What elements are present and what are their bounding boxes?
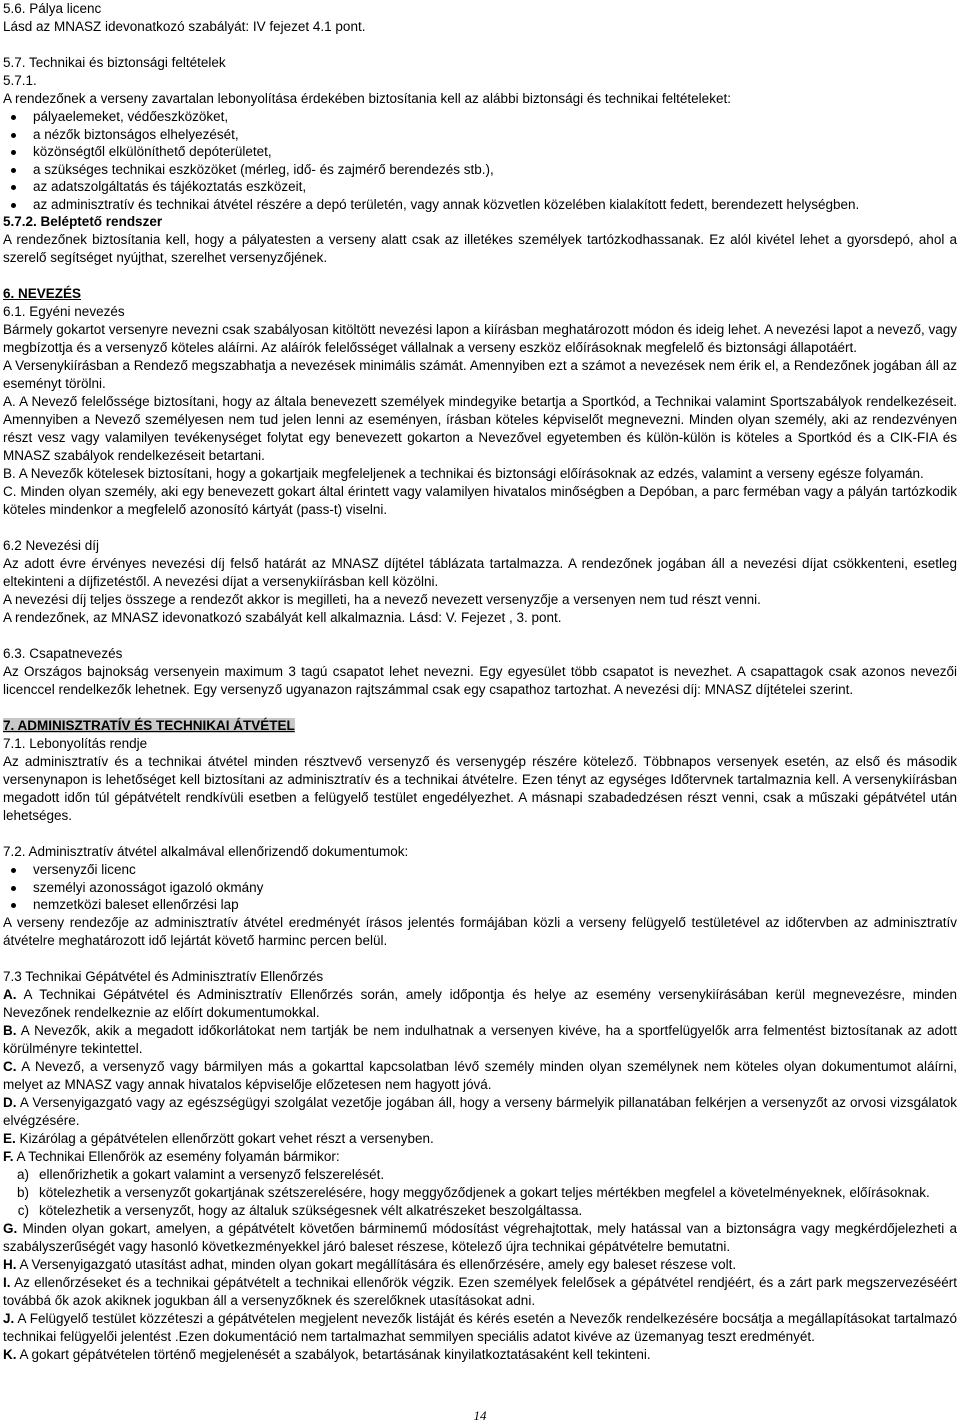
section-6-1-para-b: B. A Nevezők kötelesek biztosítani, hogy a gokartjaik megfeleljenek a technikai és biztonsági előírásoknak az edzés, valamint a verseny egésze folyamán.: [3, 466, 924, 481]
section-6-2-para-1: Az adott évre érvényes nevezési díj felső határát az MNASZ díjtétel táblázata tartalmazza. A rendezőnek jogában áll a nevezési díjat csökkenteni, esetleg eltekinteni a díjfizetéstől. A nevezési díjat a versenykiírásban kell közölni.: [3, 556, 957, 589]
list-item: versenyzői licenc: [33, 861, 957, 879]
safety-conditions-list: [3, 108, 957, 213]
section-7-2-para-1: A verseny rendezője az adminisztratív átvétel eredményét írásos jelentés formájában közli a verseny felügyelő testületével az időtervben az adminisztratív átvételre meghatározott idő lejártát követő harminc percen belül.: [3, 914, 957, 948]
section-6-1-title: 6.1. Egyéni nevezés: [3, 304, 125, 319]
section-7-1-title: 7.1. Lebonyolítás rendje: [3, 736, 148, 751]
inspector-rights-list: [3, 1166, 957, 1220]
list-item: b) kötelezhetik a versenyzőt gokartjának szétszerelésére, hogy meggyőződjenek a gokart teljes mértékben megfelel a követelményeknek, előírásoknak.: [16, 1184, 930, 1200]
section-6-3-title: 6.3. Csapatnevezés: [3, 646, 123, 661]
section-7-3-para-d: D. A Versenyigazgató vagy az egészségügyi szolgálat vezetője jogában áll, hogy a verseny bármelyik pillanatában felkérjen a versenyzőt az orvosi vizsgálatok elvégzésére.: [3, 1094, 957, 1128]
section-6-2-para-2: A nevezési díj teljes összege a rendezőt akkor is megilleti, ha a nevező nevezett versenyzője a versenyen nem tud részt venni.: [3, 592, 761, 607]
section-5-7-2-heading: [3, 213, 957, 231]
list-item: az adminisztratív és technikai átvétel részére a depó területén, vagy annak közvetlen közelében kialakított fedett, berendezett helységben.: [33, 196, 957, 214]
list-item: a szükséges technikai eszközöket (mérleg, idő- és zajmérő berendezés stb.),: [33, 161, 957, 179]
section-6-title: 6. NEVEZÉS: [3, 286, 82, 301]
list-item: pályaelemeket, védőeszközöket,: [33, 108, 957, 126]
section-7-3-para-e: E. Kizárólag a gépátvételen ellenőrzött gokart vehet részt a versenyben.: [3, 1130, 434, 1146]
list-item: a) ellenőrizhetik a gokart valamint a versenyző felszerelését.: [16, 1166, 385, 1182]
section-5-6-title: 5.6. Pálya licenc: [3, 1, 102, 16]
section-6-1-para-2: A Versenykiírásban a Rendező megszabhatja a nevezések minimális számát. Amennyiben ezt a számot a nevezések nem érik el, a Rendezőnek jogában áll az eseményt törölni.: [3, 358, 957, 391]
section-7-3-para-k: K. A gokart gépátvételen történő megjelenését a szabályok, betartásának kinyilatkoztatásaként kell tekinteni.: [3, 1346, 651, 1362]
list-item: a nézők biztonságos elhelyezését,: [33, 126, 957, 144]
section-7-title: 7. ADMINISZTRATÍV ÉS TECHNIKAI ÁTVÉTEL: [3, 718, 295, 733]
section-7-3-para-i: I. Az ellenőrzéseket és a technikai gépátvételt a technikai ellenőrök végzik. Ezen személyek felelősek a gépátvétel rendjéért, és a zárt park megszervezéséért továbbá ők azok akiknek jogukban áll a versenyzőknek és szerelőknek utasításokat adni.: [3, 1274, 957, 1308]
list-item: személyi azonosságot igazoló okmány: [33, 879, 957, 897]
section-6-2-para-3: A rendezőnek, az MNASZ idevonatkozó szabályát kell alkalmaznia. Lásd: V. Fejezet , 3. pont.: [3, 610, 562, 625]
section-5-7-2-title: Beléptető rendszer: [40, 214, 163, 229]
list-item: az adatszolgáltatás és tájékoztatás eszközeit,: [33, 178, 957, 196]
section-6-1-para-1: Bármely gokartot versenyre nevezni csak szabályosan kitöltött nevezési lapon a kiírásban meghatározott módon és ideig lehet. A nevezési lapot a nevező, vagy megbízottja és a versenyző köteles aláírni. Az aláírók felelősséget vállalnak a verseny eszköz előírásoknak megfelelő és biztonsági állapotáért.: [3, 322, 957, 355]
documents-list: [3, 861, 957, 914]
section-7-3-para-c: C. A Nevező, a versenyző vagy bármilyen más a gokarttal kapcsolatban lévő személy minden olyan személynek nem köteles olyan dokumentumot aláírni, melyet az MNASZ vagy annak hivatalos képviselője előzetesen nem hagyott jóvá.: [3, 1058, 957, 1092]
section-5-6-text: Lásd az MNASZ idevonatkozó szabályát: IV fejezet 4.1 pont.: [3, 19, 366, 34]
section-7-3-para-g: G. Minden olyan gokart, amelyen, a gépátvételt követően bárminemű módosítást végrehajtottak, mely hatással van a biztonságra vagy megkérdőjelezheti a szabályszerűségét vagy hasonló következményekkel járó baleset részese, kötelező újra technikai gépátvételre bemutatni.: [3, 1220, 957, 1254]
section-7-3-para-h: H. A Versenyigazgató utasítást adhat, minden olyan gokart megállítására és ellenőrzésére, amely egy baleset részese volt.: [3, 1256, 737, 1272]
list-item: nemzetközi baleset ellenőrzési lap: [33, 896, 957, 914]
list-item: c) kötelezhetik a versenyzőt, hogy az általuk szükségesnek vélt alkatrészeket beszolgáltassa.: [17, 1202, 583, 1218]
section-7-3-para-f: F. A Technikai Ellenőrök az esemény folyamán bármikor:: [3, 1148, 340, 1164]
section-5-7-title: 5.7. Technikai és biztonsági feltételek: [3, 55, 226, 70]
section-7-3-para-j: J. A Felügyelő testület közzéteszi a gépátvételen megjelent nevezők listáját és kérés esetén a Nevezők rendelkezésére bocsátja a megállapításokat tartalmazó technikai felügyelői jelentést .Ezen dokumentáció nem tartalmazhat semmilyen speciális adatot kivéve az üzemanyag teszt eredményét.: [3, 1310, 957, 1344]
section-7-1-para-1: Az adminisztratív és a technikai átvétel minden résztvevő versenyző és versenygép részére kötelező. Többnapos versenyek esetén, az első és második versenynapon is lehetőséget kell biztosítani az adminisztratív és a technikai átvételre. Ezen tényt az egységes Időtervnek tartalmaznia kell. A versenykiírásban megadott időn túl gépátvételt rendkívüli esetben a felügyelő testület engedélyezhet. A másnapi szabadedzésen részt venni, csak a műszaki gépátvétel után lehetséges.: [3, 754, 957, 823]
section-7-3-para-b: B. A Nevezők, akik a megadott időkorlátokat nem tartják be nem indulhatnak a versenyen kivéve, ha a sportfelügyelők arra felmentést biztosítanak az adott körülményre tekintettel.: [3, 1022, 957, 1056]
page-number: 14: [473, 1408, 487, 1423]
section-5-7-2-number: 5.7.2.: [3, 214, 37, 229]
section-6-1-para-a: A. A Nevező felelőssége biztosítani, hogy az általa benevezett személyek mindegyike betartja a Sportkód, a Technikai valamint Sportszabályok rendelkezéseit. Amennyiben a Nevező személyesen nem tud jelen lenni az eseményen, írásban köteles képviselőt megnevezni. Minden olyan személy, aki az rendezvényen részt vesz vagy valamilyen tevékenységet folytat egy benevezett gokarton a Nevezővel egyetemben és külön-külön is köteles a Sportkód és a CIK-FIA és MNASZ szabályok rendelkezéseit betartani.: [3, 394, 957, 463]
section-5-7-1-intro: A rendezőnek a verseny zavartalan lebonyolítása érdekében biztosítania kell az alábbi biztonsági és technikai feltételeket:: [3, 91, 731, 106]
section-7-2-title: 7.2. Adminisztratív átvétel alkalmával ellenőrizendő dokumentumok:: [3, 844, 409, 859]
section-6-3-para-1: Az Országos bajnokság versenyein maximum 3 tagú csapatot lehet nevezni. Egy egyesület több csapatot is nevezhet. A csapattagok csak azonos nevezői licenccel rendelkezők lehetnek. Egy versenyző ugyanazon rajtszámmal csak egy csapathoz tartozhat. A nevezési díj: MNASZ díjtételei szerint.: [3, 664, 957, 697]
section-5-7-2-text: A rendezőnek biztosítania kell, hogy a pályatesten a verseny alatt csak az illetékes személyek tartózkodhassanak. Ez alól kivétel lehet a gyorsdepó, ahol a szerelő segítséget nyújthat, szerelhet versenyzőjének.: [3, 232, 957, 265]
section-6-2-title: 6.2 Nevezési díj: [3, 538, 100, 553]
section-7-3-para-a: A. A Technikai Gépátvétel és Adminisztratív Ellenőrzés során, amely időpontja és helye az esemény versenykiírásában kerül megnevezésre, minden Nevezőnek rendelkeznie az előírt dokumentumokkal.: [3, 986, 957, 1020]
section-5-7-1-number: 5.7.1.: [3, 73, 37, 88]
list-item: közönségtől elkülöníthető depóterületet,: [33, 143, 957, 161]
section-6-1-para-c: C. Minden olyan személy, aki egy benevezett gokart által érintett vagy valamilyen hivatalos minőségben a Depóban, a parc ferméban vagy a pályán tartózkodik köteles mindenkor a megfelelő azonosító kártyát (pass-t) viselni.: [3, 484, 957, 517]
section-7-3-title: 7.3 Technikai Gépátvétel és Adminisztratív Ellenőrzés: [3, 968, 324, 984]
